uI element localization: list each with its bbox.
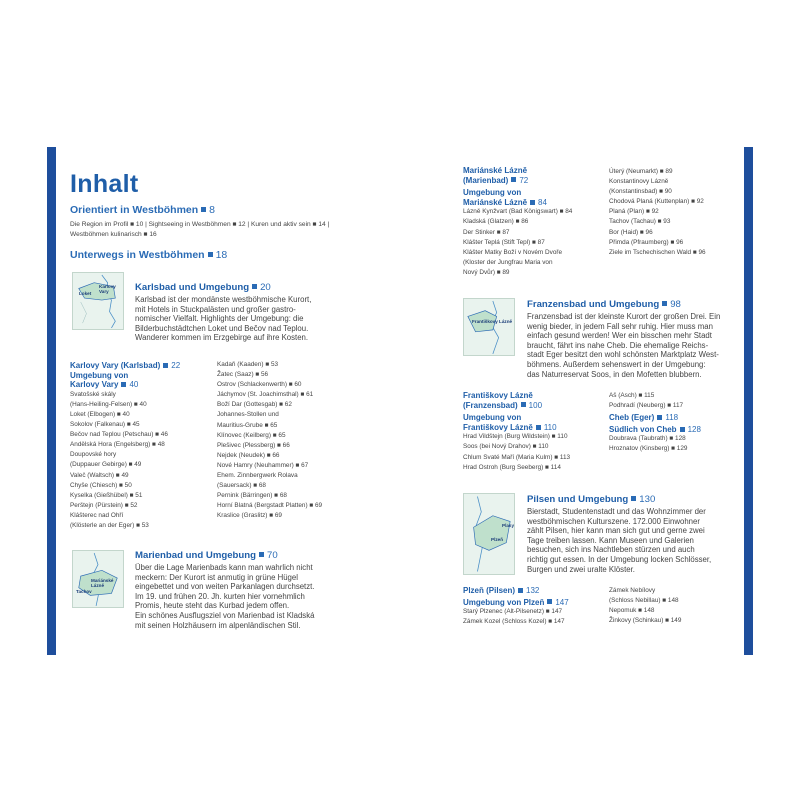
list-item[interactable]: Nové Hamry (Neuhammer) ■ 67 <box>217 461 309 469</box>
list-item[interactable]: Jáchymov (St. Joachimsthal) ■ 61 <box>217 391 314 399</box>
pilsen-right-list <box>609 586 739 626</box>
karlovy-vary-umgebung-page: 40 <box>129 380 139 390</box>
marienbad-page: 70 <box>267 550 278 561</box>
franzensbad-heading[interactable]: Franzensbad und Umgebung <box>527 299 660 310</box>
marienbad-umgebung-line1[interactable]: Umgebung von <box>463 188 522 198</box>
list-item[interactable]: Mauritius-Grube ■ 65 <box>217 421 278 429</box>
bullet-square-icon <box>657 415 662 420</box>
bullet-square-icon <box>530 200 535 205</box>
list-item[interactable]: Ostrov (Schlackenwerth) ■ 60 <box>217 381 302 389</box>
map-label-plzen: Plzeň <box>491 537 503 542</box>
marienbad-desc-line: Promis, heute steht das Kurbad jedem offen. <box>135 601 290 611</box>
list-item[interactable]: Soos (bei Nový Drahov) ■ 110 <box>463 443 549 451</box>
list-item[interactable]: Doupovské hory <box>70 451 117 459</box>
list-item[interactable]: Doubrava (Taubrath) ■ 128 <box>609 435 686 443</box>
franzensbad-desc-line: braucht, fährt ins nahe Cheb. Die ehemalige Reichs- <box>527 340 709 350</box>
frantiskovy-lazne-link[interactable]: Františkovy Lázně <box>463 391 533 400</box>
list-item[interactable]: (Hans-Heiling-Felsen) ■ 40 <box>70 400 147 408</box>
list-item[interactable]: Starý Plzenec (Alt-Pilsenetz) ■ 147 <box>463 608 563 616</box>
list-item[interactable]: Žinkovy (Schinkau) ■ 149 <box>609 617 682 625</box>
marienbad-desc-line: Im 19. und frühen 20. Jh. kurten hier vornehmlich <box>135 591 305 601</box>
region-map-graphic <box>73 273 123 329</box>
list-item[interactable]: Pernink (Bärringen) ■ 68 <box>217 492 287 500</box>
bullet-square-icon <box>521 402 526 407</box>
karlsbad-right-list <box>217 360 357 522</box>
list-item[interactable]: Bečov nad Teplou (Petschau) ■ 46 <box>70 431 168 439</box>
franzensbad-umgebung-line1[interactable]: Umgebung von <box>463 413 522 423</box>
unterwegs-heading[interactable]: Unterwegs in Westböhmen <box>70 249 205 261</box>
karlsbad-desc-line: Karlsbad ist der mondänste westböhmische Kurort, <box>135 295 312 304</box>
franzensbad-desc-line: Franzensbad ist der kleinste Kurort der großen Drei. Ein <box>527 312 721 321</box>
pilsen-desc-line: Bierstadt, Studentenstadt und das Wohnzimmer der <box>527 507 706 516</box>
franzensbad-desc-line: wenig bieder, in jedem Fall sehr ruhig. Hier muss man <box>527 321 713 331</box>
marienbad-toc-right <box>609 167 739 258</box>
franzensbad-desc-line: böhmens. Außerdem sehenswert in der Umgebung: <box>527 359 706 369</box>
list-item[interactable]: Klínovec (Keilberg) ■ 65 <box>217 431 286 439</box>
chapter-marienbad <box>135 550 360 630</box>
list-item[interactable]: Sokolov (Falkenau) ■ 45 <box>70 421 140 429</box>
map-label-plasy: Plasy <box>502 523 515 528</box>
karlovy-vary-link[interactable]: Karlovy Vary (Karlsbad) <box>70 361 161 370</box>
franzensbad-desc-line: einfach gesund werden! Wer ein bisschen mehr Stadt <box>527 331 712 341</box>
pilsen-desc-line: besuchen, sich ins Nachtleben stürzen und auch <box>527 545 695 555</box>
list-item[interactable]: Plešivec (Plessberg) ■ 66 <box>217 441 290 449</box>
orientiert-heading[interactable]: Orientiert in Westböhmen <box>70 204 199 216</box>
karlsbad-desc-line: mit Hotels in Stuckpalästen und großer gastro- <box>135 304 296 314</box>
list-item[interactable]: Chyše (Chiesch) ■ 50 <box>70 481 132 489</box>
frantiskovy-lazne-sub[interactable]: (Franzensbad) <box>463 400 518 410</box>
list-item[interactable]: Kyselka (Gießhübel) ■ 51 <box>70 491 143 499</box>
list-item[interactable]: Valeč (Waltsch) ■ 49 <box>70 471 129 479</box>
list-item[interactable]: Horní Blatná (Bergstadt Platten) ■ 69 <box>217 502 323 510</box>
bullet-square-icon <box>662 301 667 306</box>
map-label-tachov: Tachov <box>76 589 92 594</box>
karlsbad-heading[interactable]: Karlsbad und Umgebung <box>135 282 250 293</box>
marienbad-region-map <box>72 550 124 608</box>
franzensbad-right-top-list <box>609 391 739 411</box>
marienbad-desc-line: Über die Lage Marienbads kann man wahrlich nicht <box>135 563 313 572</box>
list-item[interactable]: Planá (Plan) ■ 92 <box>609 208 659 216</box>
list-item[interactable]: Aš (Asch) ■ 115 <box>609 392 655 399</box>
franzensbad-right-list <box>609 434 739 454</box>
orientiert-line-1: Die Region im Profil ■ 10 | Sightseeing in Westböhmen ■ 12 | Kuren und aktiv sein ■ 14 | <box>70 221 330 228</box>
list-item[interactable]: Ziele im Tschechischen Wald ■ 96 <box>609 248 706 256</box>
pilsen-umgebung-page: 147 <box>555 597 569 607</box>
orientiert-page: 8 <box>209 204 215 216</box>
bullet-square-icon <box>252 284 257 289</box>
pilsen-region-map <box>463 493 515 575</box>
chapter-pilsen <box>527 494 742 574</box>
franzensbad-left-list <box>463 432 613 472</box>
pilsen-desc-line: Tage treiben lassen. Kann Museen und Galerien <box>527 535 694 545</box>
bullet-square-icon <box>201 207 206 212</box>
franzensbad-region-map <box>463 298 515 356</box>
bullet-square-icon <box>680 427 685 432</box>
list-item[interactable]: Kladská (Glatzen) ■ 86 <box>463 218 529 226</box>
list-item[interactable]: Hrad Ostroh (Burg Seeberg) ■ 114 <box>463 463 561 471</box>
marienbad-desc-line: Ein schönes Ausflugsziel von Marienbad ist Kladská <box>135 610 315 620</box>
bullet-square-icon <box>511 177 516 182</box>
list-item[interactable]: Zámek Nebílovy <box>609 587 656 594</box>
franzensbad-desc-line: das Naturreservat Soos, in den Mofetten blubbern. <box>527 369 702 379</box>
karlsbad-right-column <box>217 360 357 522</box>
franzensbad-toc-right <box>609 391 739 455</box>
chapter-karlsbad <box>135 282 355 343</box>
franzensbad-umgebung-page: 110 <box>543 422 557 432</box>
pilsen-desc-line: Burgen und zwei uralte Klöster. <box>527 564 635 574</box>
list-item[interactable]: Přimda (Pfraumberg) ■ 96 <box>609 238 684 246</box>
marianske-lazne-sub[interactable]: (Marienbad) <box>463 175 509 185</box>
left-page-edge-bar <box>47 147 56 655</box>
pilsen-desc-line: richtig gut essen. In der Umgebung locken Schlösser, <box>527 554 712 564</box>
list-item[interactable]: Nejdek (Neudek) ■ 66 <box>217 451 280 459</box>
pilsen-page: 130 <box>639 494 656 505</box>
marienbad-umgebung-line2[interactable]: Mariánské Lázně <box>463 197 528 207</box>
marianske-lazne-link[interactable]: Mariánské Lázně <box>463 166 528 175</box>
frantiskovy-lazne-page: 100 <box>528 400 543 410</box>
list-item[interactable]: Chlum Svaté Maří (Maria Kulm) ■ 113 <box>463 453 571 461</box>
plzen-page: 132 <box>526 586 540 595</box>
list-item[interactable]: Svatošské skály <box>70 390 116 398</box>
bullet-square-icon <box>121 382 126 387</box>
list-item[interactable]: (Duppauer Gebirge) ■ 49 <box>70 461 142 469</box>
pilsen-desc-line: zählt Pilsen, hier kann man sich gut und gerne zwei <box>527 526 705 536</box>
list-item[interactable]: Kraslice (Graslitz) ■ 69 <box>217 512 282 520</box>
bullet-square-icon <box>547 599 552 604</box>
list-item[interactable]: Tachov (Tachau) ■ 93 <box>609 218 671 226</box>
list-item[interactable]: Boží Dar (Gottesgab) ■ 62 <box>217 401 292 409</box>
list-item[interactable]: (Schloss Nebillau) ■ 148 <box>609 597 679 605</box>
list-item[interactable]: Kadaň (Kaaden) ■ 53 <box>217 361 279 368</box>
list-item[interactable]: Úterý (Neumarkt) ■ 89 <box>609 168 673 175</box>
pilsen-toc-left <box>463 586 608 627</box>
marienbad-heading[interactable]: Marienbad und Umgebung <box>135 550 256 561</box>
karlsbad-left-list <box>70 390 215 531</box>
pilsen-heading[interactable]: Pilsen und Umgebung <box>527 494 629 505</box>
list-item[interactable]: (Konstantinsbad) ■ 90 <box>609 188 672 196</box>
franzensbad-toc-left <box>463 391 613 473</box>
list-item[interactable]: Lázně Kynžvart (Bad Königswart) ■ 84 <box>463 208 573 216</box>
franzensbad-umgebung-line2[interactable]: Františkovy Lázně <box>463 422 533 432</box>
marienbad-desc-line: eingebettet und von weiten Parkanlagen durchsetzt. <box>135 582 315 592</box>
karlovy-vary-page: 22 <box>171 361 181 370</box>
page-title: Inhalt <box>70 170 139 198</box>
list-item[interactable]: Klášterec nad Ohří <box>70 511 124 519</box>
list-item[interactable]: (Sauersack) ■ 68 <box>217 482 266 490</box>
bullet-square-icon <box>208 252 213 257</box>
list-item[interactable]: Andělská Hora (Engelsberg) ■ 48 <box>70 441 165 449</box>
list-item[interactable]: Nepomuk ■ 148 <box>609 607 655 615</box>
karlsbad-desc-line: Bilderbuchstädtchen Loket und Bečov nad Teplou. <box>135 323 309 333</box>
list-item[interactable]: Klášter Matky Boží v Novém Dvoře <box>463 248 563 256</box>
cheb-page: 118 <box>665 413 679 423</box>
list-item[interactable]: Hrad Vildštejn (Burg Wildstein) ■ 110 <box>463 433 568 441</box>
map-label-marianske-lazne: Mariánské Lázně <box>91 578 114 588</box>
franzensbad-desc-line: stadt Eger besitzt den wohl schönsten Marktplatz West- <box>527 350 719 360</box>
karlsbad-desc-line: Wanderer kommen im Erzgebirge auf ihre Kosten. <box>135 333 309 343</box>
list-item[interactable]: (Klösterle an der Eger) ■ 53 <box>70 522 149 529</box>
bullet-square-icon <box>259 552 264 557</box>
pilsen-toc-right <box>609 586 739 626</box>
bullet-square-icon <box>631 496 636 501</box>
pilsen-left-list <box>463 607 608 627</box>
karlsbad-left-column <box>70 361 215 531</box>
karlovy-vary-umgebung-line1[interactable]: Umgebung von <box>70 370 129 380</box>
marienbad-toc-left <box>463 166 608 278</box>
list-item[interactable]: (Kloster der Jungfrau Maria von <box>463 258 553 266</box>
region-map-graphic <box>464 494 514 574</box>
list-item[interactable]: Perštejn (Pürstein) ■ 52 <box>70 501 138 509</box>
region-map-graphic <box>464 299 514 355</box>
suedlich-von-cheb-page: 128 <box>687 424 701 434</box>
marienbad-desc-line: mit seinen Holzhäusern im alpenländischen Stil. <box>135 620 301 630</box>
list-item[interactable]: Zámek Kozel (Schloss Kozel) ■ 147 <box>463 618 565 626</box>
karlsbad-region-map <box>72 272 124 330</box>
list-item[interactable]: Klášter Teplá (Stift Tepl) ■ 87 <box>463 238 545 246</box>
list-item[interactable]: Der Stinker ■ 87 <box>463 228 510 236</box>
bullet-square-icon <box>536 425 541 430</box>
list-item[interactable]: Bor (Haid) ■ 96 <box>609 228 653 236</box>
right-page-edge-bar <box>744 147 753 655</box>
section-orientiert <box>70 204 360 240</box>
list-item[interactable]: Johannes-Stollen und <box>217 411 279 419</box>
unterwegs-page: 18 <box>215 249 228 261</box>
list-item[interactable]: Hroznatov (Kinsberg) ■ 129 <box>609 445 688 453</box>
bullet-square-icon <box>163 363 168 368</box>
plzen-link[interactable]: Plzeň (Pilsen) <box>463 586 516 595</box>
karlsbad-page: 20 <box>260 282 271 293</box>
suedlich-von-cheb-link[interactable]: Südlich von Cheb <box>609 424 677 434</box>
karlsbad-desc-line: nomischer Vielfalt. Highlights der Umgebung: die <box>135 314 304 324</box>
marienbad-right-list <box>609 167 739 258</box>
karlovy-vary-umgebung-line2[interactable]: Karlovy Vary <box>70 380 119 390</box>
chapter-franzensbad <box>527 299 742 379</box>
list-item[interactable]: Žatec (Saaz) ■ 56 <box>217 371 269 379</box>
list-item[interactable]: Ehem. Zinnbergwerk Rolava <box>217 472 298 480</box>
marienbad-umgebung-page: 84 <box>538 197 547 207</box>
map-label-frantiskovy-lazne: Františkovy Lázně <box>472 319 513 324</box>
orientiert-line-2: Westböhmen kulinarisch ■ 16 <box>70 230 157 238</box>
map-label-karlovy-vary: Karlovy Vary <box>99 284 116 294</box>
map-label-loket: Loket <box>79 291 92 296</box>
marianske-lazne-page: 72 <box>519 175 529 185</box>
franzensbad-page: 98 <box>670 299 681 310</box>
pilsen-desc-line: westböhmischen Kulturszene. 172.000 Einwohner <box>527 516 700 526</box>
list-item[interactable]: Chodová Planá (Kuttenplan) ■ 92 <box>609 198 704 206</box>
pilsen-umgebung-link[interactable]: Umgebung von Plzeň <box>463 597 545 607</box>
marienbad-desc-line: meckern: Der Kurort ist anmutig in grüne Hügel <box>135 572 298 582</box>
list-item[interactable]: Nový Dvůr) ■ 89 <box>463 268 510 276</box>
section-unterwegs <box>70 249 227 261</box>
list-item[interactable]: Podhradí (Neuberg) ■ 117 <box>609 402 684 410</box>
marienbad-left-list <box>463 207 608 278</box>
list-item[interactable]: Konstantinovy Lázně <box>609 178 669 186</box>
cheb-link[interactable]: Cheb (Eger) <box>609 413 655 423</box>
bullet-square-icon <box>518 588 523 593</box>
list-item[interactable]: Loket (Elbogen) ■ 40 <box>70 410 130 418</box>
